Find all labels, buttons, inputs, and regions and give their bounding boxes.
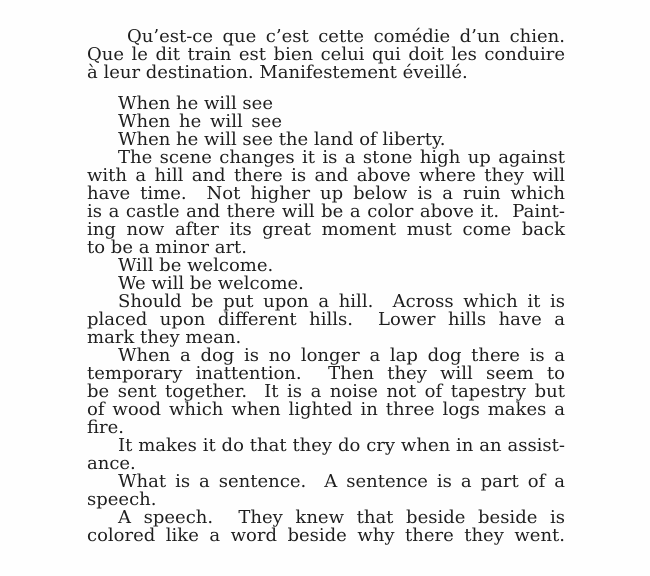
text-line: Que le dit train est bien celui qui doit les conduire [87, 44, 565, 65]
text-line: ance. [87, 453, 136, 474]
text-line: placed upon different hills. Lower hills have a [87, 309, 565, 330]
text-line: A speech. They knew that beside beside is [118, 507, 565, 528]
text-line: mark they mean. [87, 327, 242, 348]
text-line: have time. Not higher up below is a ruin which [87, 183, 565, 204]
text-line: with a hill and there is and above where they will [87, 165, 565, 186]
text-line: ing now after its great moment must come back [87, 219, 565, 240]
text-line: What is a sentence. A sentence is a part of a [118, 471, 565, 492]
text-line: It makes it do that they do cry when in an assist- [118, 435, 565, 456]
text-line: fire. [87, 417, 124, 438]
text-line: When he will see the land of liberty. [118, 129, 446, 150]
text-line: We will be welcome. [118, 273, 304, 294]
text-line: temporary inattention. Then they will seem to [87, 363, 565, 384]
text-line: to be a minor art. [87, 237, 248, 258]
text-line: à leur destination. Manifestement éveillé. [87, 62, 468, 83]
page-text [87, 28, 565, 545]
text-line: speech. [87, 489, 157, 510]
text-line: When a dog is no longer a lap dog there is a [118, 345, 565, 366]
text-line: of wood which when lighted in three logs makes a [87, 399, 565, 420]
text-line: Qu’est-ce que c’est cette comédie d’un chien. [127, 26, 565, 47]
text-line: When he will see [118, 111, 282, 132]
text-line: be sent together. It is a noise not of tapestry but [87, 381, 565, 402]
text-line: Should be put upon a hill. Across which it is [118, 291, 565, 312]
text-line: The scene changes it is a stone high up against [118, 147, 565, 168]
text-line: is a castle and there will be a color above it. Paint- [87, 201, 565, 222]
text-line: When he will see [118, 93, 273, 114]
text-line: colored like a word beside why there they went. [87, 525, 565, 546]
text-line: Will be welcome. [118, 255, 274, 276]
